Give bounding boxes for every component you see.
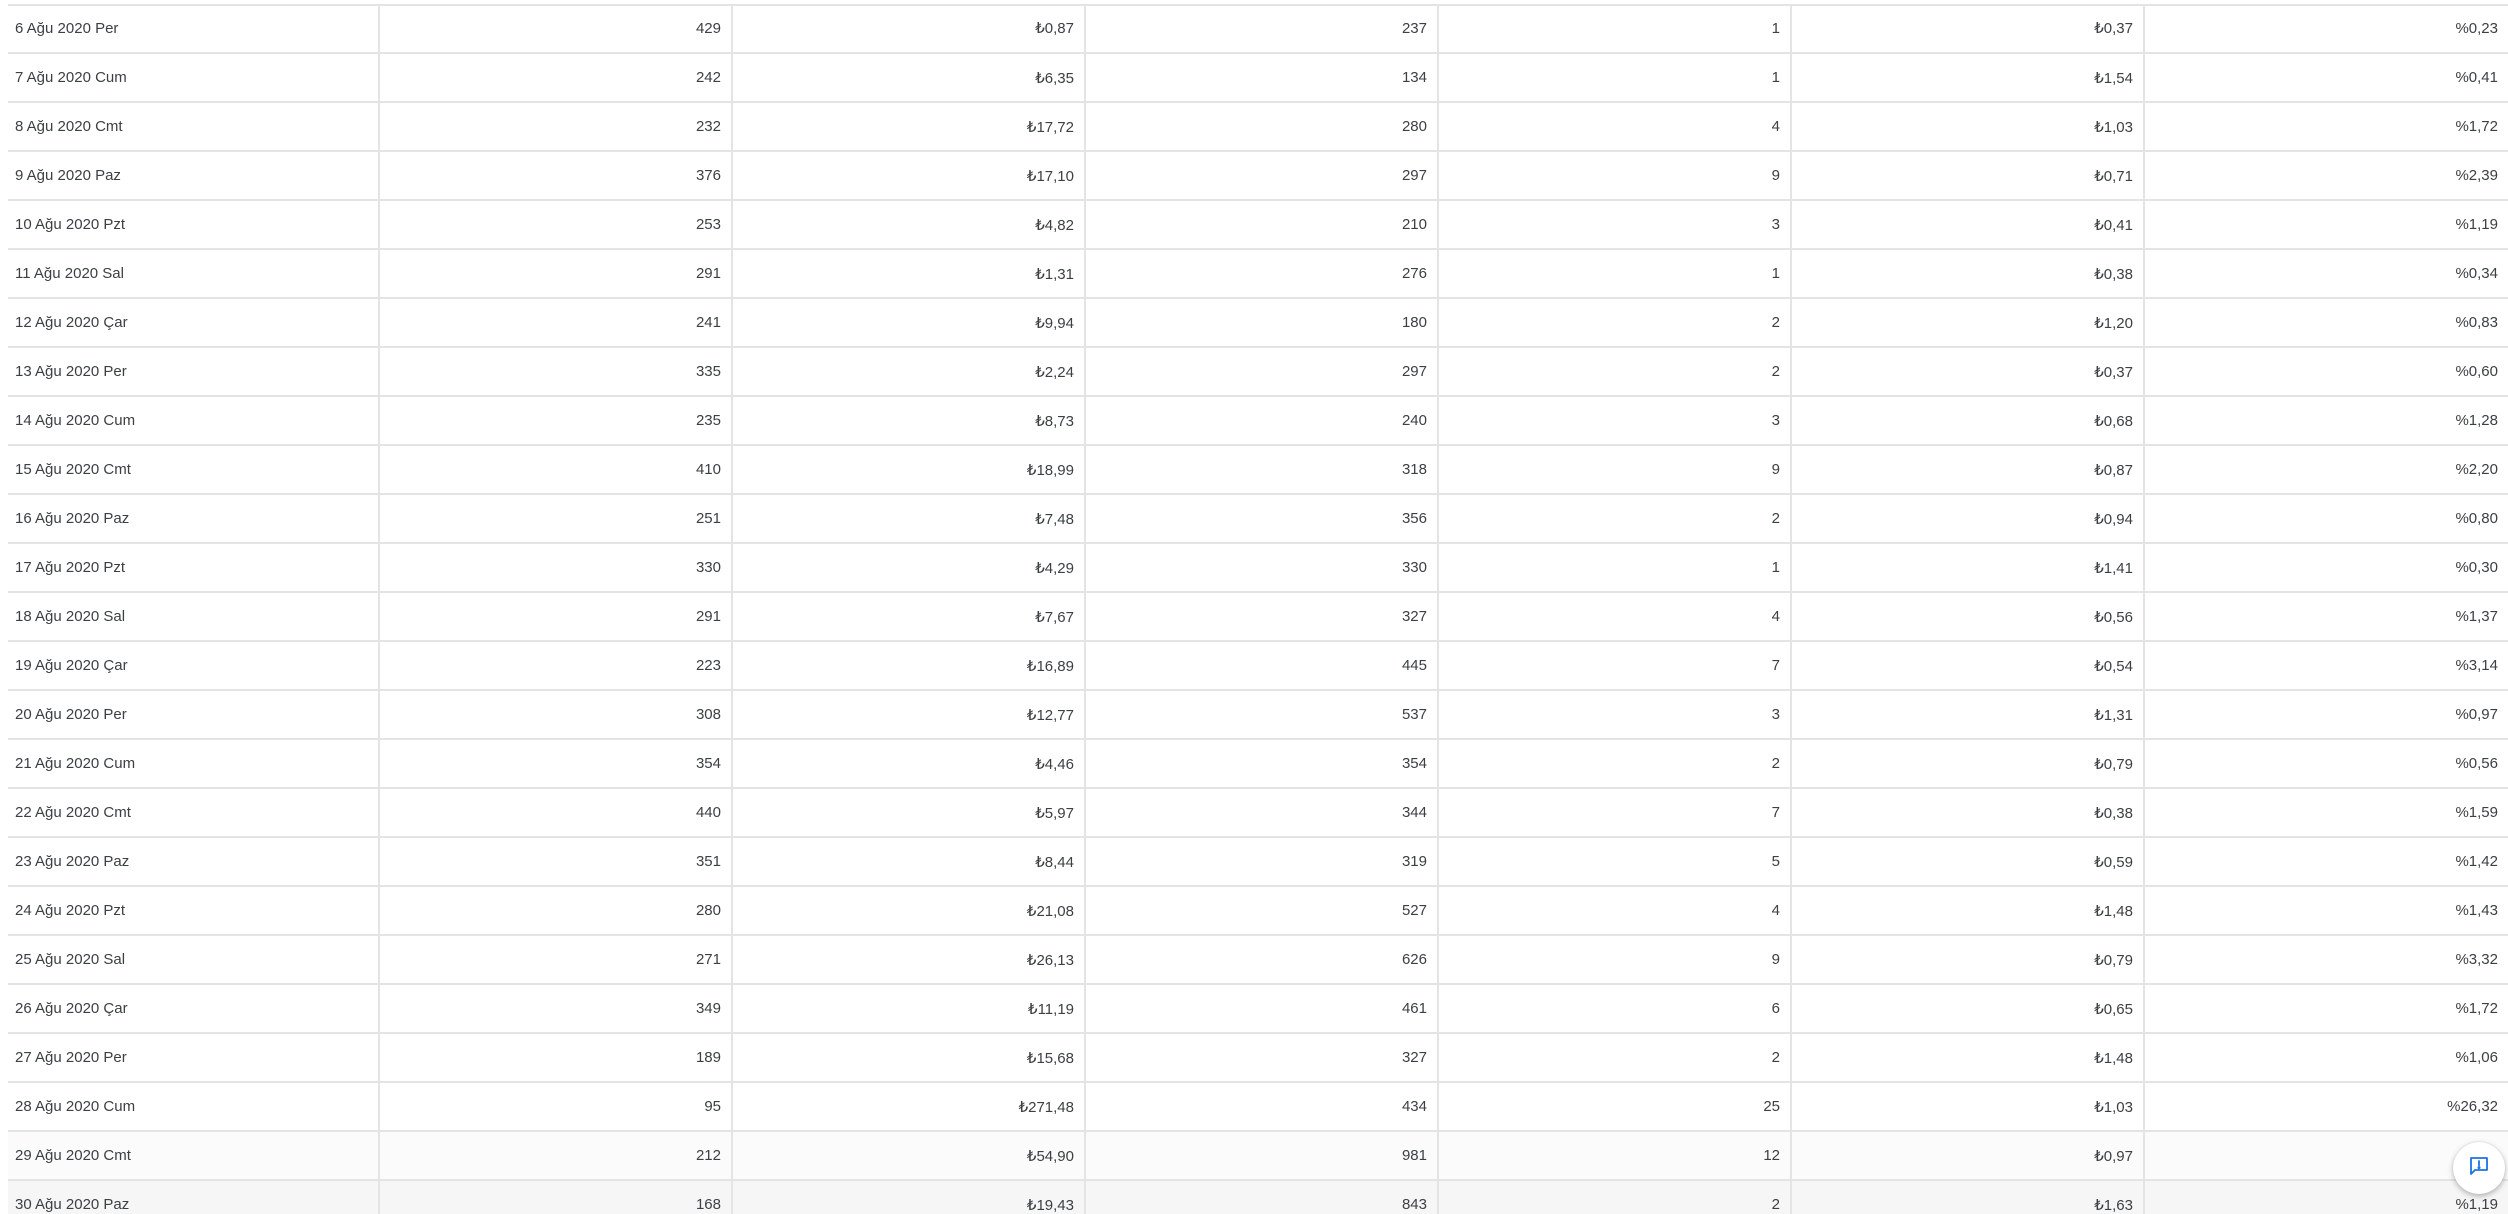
date-cell: 21 Ağu 2020 Cum: [8, 739, 379, 788]
value-cell-1: 291: [379, 249, 732, 298]
value-cell-2: ₺54,90: [732, 1131, 1085, 1180]
value-cell-5: ₺0,37: [1791, 4, 2144, 53]
value-cell-5: ₺0,65: [1791, 984, 2144, 1033]
value-cell-6: %2,39: [2144, 151, 2508, 200]
value-cell-5: ₺0,37: [1791, 347, 2144, 396]
table-row: [8, 543, 2508, 592]
value-cell-4: 6: [1438, 984, 1791, 1033]
table-row: [8, 298, 2508, 347]
date-cell: 18 Ağu 2020 Sal: [8, 592, 379, 641]
value-cell-1: 271: [379, 935, 732, 984]
value-cell-1: 349: [379, 984, 732, 1033]
value-cell-2: ₺0,87: [732, 4, 1085, 53]
value-cell-1: 330: [379, 543, 732, 592]
table-row: [8, 788, 2508, 837]
value-cell-4: 2: [1438, 298, 1791, 347]
value-cell-4: 9: [1438, 445, 1791, 494]
value-cell-4: 2: [1438, 1180, 1791, 1214]
table-row: [8, 347, 2508, 396]
date-cell: 10 Ağu 2020 Pzt: [8, 200, 379, 249]
value-cell-1: 335: [379, 347, 732, 396]
table-row: [8, 1033, 2508, 1082]
value-cell-3: 280: [1085, 102, 1438, 151]
value-cell-6: %0,30: [2144, 543, 2508, 592]
table-row: [8, 1082, 2508, 1131]
value-cell-6: %1,37: [2144, 592, 2508, 641]
value-cell-6: %0,34: [2144, 249, 2508, 298]
value-cell-3: 237: [1085, 4, 1438, 53]
value-cell-3: 843: [1085, 1180, 1438, 1214]
value-cell-3: 330: [1085, 543, 1438, 592]
date-cell: 14 Ağu 2020 Cum: [8, 396, 379, 445]
date-cell: 8 Ağu 2020 Cmt: [8, 102, 379, 151]
value-cell-5: ₺1,41: [1791, 543, 2144, 592]
value-cell-1: 354: [379, 739, 732, 788]
value-cell-5: ₺1,03: [1791, 1082, 2144, 1131]
date-cell: 9 Ağu 2020 Paz: [8, 151, 379, 200]
date-cell: 11 Ağu 2020 Sal: [8, 249, 379, 298]
table-row: [8, 690, 2508, 739]
value-cell-3: 276: [1085, 249, 1438, 298]
value-cell-5: ₺1,63: [1791, 1180, 2144, 1214]
value-cell-5: ₺0,59: [1791, 837, 2144, 886]
value-cell-3: 327: [1085, 1033, 1438, 1082]
value-cell-6: %3,14: [2144, 641, 2508, 690]
value-cell-4: 9: [1438, 151, 1791, 200]
value-cell-1: 253: [379, 200, 732, 249]
value-cell-2: ₺19,43: [732, 1180, 1085, 1214]
value-cell-1: 291: [379, 592, 732, 641]
value-cell-5: ₺0,54: [1791, 641, 2144, 690]
value-cell-2: ₺7,67: [732, 592, 1085, 641]
value-cell-5: ₺0,38: [1791, 788, 2144, 837]
value-cell-5: ₺0,94: [1791, 494, 2144, 543]
value-cell-1: 280: [379, 886, 732, 935]
date-cell: 7 Ağu 2020 Cum: [8, 53, 379, 102]
value-cell-5: ₺0,97: [1791, 1131, 2144, 1180]
value-cell-4: 4: [1438, 102, 1791, 151]
value-cell-3: 344: [1085, 788, 1438, 837]
table-row: [8, 4, 2508, 53]
value-cell-5: ₺0,79: [1791, 739, 2144, 788]
value-cell-2: ₺18,99: [732, 445, 1085, 494]
value-cell-3: 434: [1085, 1082, 1438, 1131]
value-cell-6: %3,32: [2144, 935, 2508, 984]
date-cell: 13 Ağu 2020 Per: [8, 347, 379, 396]
value-cell-3: 319: [1085, 837, 1438, 886]
value-cell-2: ₺4,82: [732, 200, 1085, 249]
value-cell-4: 4: [1438, 592, 1791, 641]
value-cell-6: %0,80: [2144, 494, 2508, 543]
value-cell-1: 235: [379, 396, 732, 445]
value-cell-3: 626: [1085, 935, 1438, 984]
value-cell-1: 223: [379, 641, 732, 690]
value-cell-4: 2: [1438, 1033, 1791, 1082]
value-cell-6: %1,72: [2144, 102, 2508, 151]
value-cell-4: 1: [1438, 4, 1791, 53]
value-cell-1: 189: [379, 1033, 732, 1082]
value-cell-3: 318: [1085, 445, 1438, 494]
value-cell-6: %1,43: [2144, 886, 2508, 935]
value-cell-2: ₺8,44: [732, 837, 1085, 886]
value-cell-6: %1,72: [2144, 984, 2508, 1033]
value-cell-2: ₺271,48: [732, 1082, 1085, 1131]
value-cell-4: 4: [1438, 886, 1791, 935]
date-cell: 29 Ağu 2020 Cmt: [8, 1131, 379, 1180]
date-cell: 23 Ağu 2020 Paz: [8, 837, 379, 886]
date-cell: 15 Ağu 2020 Cmt: [8, 445, 379, 494]
value-cell-2: ₺1,31: [732, 249, 1085, 298]
date-cell: 20 Ağu 2020 Per: [8, 690, 379, 739]
value-cell-2: ₺4,46: [732, 739, 1085, 788]
table-row: [8, 494, 2508, 543]
value-cell-5: ₺1,48: [1791, 1033, 2144, 1082]
daily-report-table-container[interactable]: [8, 0, 2508, 1214]
value-cell-6: %1,19: [2144, 200, 2508, 249]
date-cell: 12 Ağu 2020 Çar: [8, 298, 379, 347]
table-row: [8, 935, 2508, 984]
value-cell-4: 1: [1438, 53, 1791, 102]
value-cell-1: 95: [379, 1082, 732, 1131]
value-cell-3: 240: [1085, 396, 1438, 445]
table-row: [8, 151, 2508, 200]
table-body: [8, 4, 2508, 1214]
value-cell-6: %1,19: [2144, 1180, 2508, 1214]
value-cell-2: ₺8,73: [732, 396, 1085, 445]
value-cell-2: ₺12,77: [732, 690, 1085, 739]
value-cell-3: 356: [1085, 494, 1438, 543]
value-cell-5: ₺1,48: [1791, 886, 2144, 935]
value-cell-3: 134: [1085, 53, 1438, 102]
value-cell-5: ₺1,03: [1791, 102, 2144, 151]
value-cell-2: ₺17,10: [732, 151, 1085, 200]
date-cell: 28 Ağu 2020 Cum: [8, 1082, 379, 1131]
value-cell-4: 9: [1438, 935, 1791, 984]
table-row: [8, 1180, 2508, 1214]
value-cell-2: ₺15,68: [732, 1033, 1085, 1082]
value-cell-1: 241: [379, 298, 732, 347]
value-cell-1: 212: [379, 1131, 732, 1180]
value-cell-4: 7: [1438, 641, 1791, 690]
value-cell-3: 527: [1085, 886, 1438, 935]
value-cell-6: %0,97: [2144, 690, 2508, 739]
value-cell-3: 327: [1085, 592, 1438, 641]
value-cell-6: %0,23: [2144, 4, 2508, 53]
date-cell: 24 Ağu 2020 Pzt: [8, 886, 379, 935]
table-row: [8, 739, 2508, 788]
value-cell-6: %1,06: [2144, 1033, 2508, 1082]
value-cell-2: ₺6,35: [732, 53, 1085, 102]
value-cell-1: 351: [379, 837, 732, 886]
table-row: [8, 641, 2508, 690]
value-cell-2: ₺2,24: [732, 347, 1085, 396]
table-row: [8, 886, 2508, 935]
value-cell-5: ₺0,87: [1791, 445, 2144, 494]
date-cell: 19 Ağu 2020 Çar: [8, 641, 379, 690]
value-cell-5: ₺0,79: [1791, 935, 2144, 984]
table-row: [8, 592, 2508, 641]
value-cell-6: %0,83: [2144, 298, 2508, 347]
value-cell-3: 180: [1085, 298, 1438, 347]
value-cell-1: 308: [379, 690, 732, 739]
date-cell: 17 Ağu 2020 Pzt: [8, 543, 379, 592]
table-row: [8, 1131, 2508, 1180]
value-cell-1: 168: [379, 1180, 732, 1214]
table-row: [8, 102, 2508, 151]
value-cell-3: 354: [1085, 739, 1438, 788]
value-cell-4: 7: [1438, 788, 1791, 837]
value-cell-4: 5: [1438, 837, 1791, 886]
value-cell-1: 242: [379, 53, 732, 102]
value-cell-1: 410: [379, 445, 732, 494]
value-cell-5: ₺0,68: [1791, 396, 2144, 445]
value-cell-5: ₺1,31: [1791, 690, 2144, 739]
value-cell-4: 2: [1438, 494, 1791, 543]
table-row: [8, 445, 2508, 494]
value-cell-3: 297: [1085, 347, 1438, 396]
value-cell-1: 251: [379, 494, 732, 543]
value-cell-5: ₺0,71: [1791, 151, 2144, 200]
value-cell-5: ₺1,54: [1791, 53, 2144, 102]
value-cell-1: 232: [379, 102, 732, 151]
value-cell-6: %0,60: [2144, 347, 2508, 396]
value-cell-3: 537: [1085, 690, 1438, 739]
date-cell: 16 Ağu 2020 Paz: [8, 494, 379, 543]
value-cell-2: ₺17,72: [732, 102, 1085, 151]
value-cell-5: ₺0,41: [1791, 200, 2144, 249]
value-cell-4: 12: [1438, 1131, 1791, 1180]
value-cell-6: %26,32: [2144, 1082, 2508, 1131]
daily-report-table: [8, 4, 2508, 1214]
value-cell-2: ₺16,89: [732, 641, 1085, 690]
date-cell: 22 Ağu 2020 Cmt: [8, 788, 379, 837]
feedback-button[interactable]: [2453, 1142, 2505, 1194]
value-cell-4: 3: [1438, 690, 1791, 739]
value-cell-4: 3: [1438, 396, 1791, 445]
date-cell: 30 Ağu 2020 Paz: [8, 1180, 379, 1214]
value-cell-3: 297: [1085, 151, 1438, 200]
value-cell-6: %1,28: [2144, 396, 2508, 445]
value-cell-2: ₺26,13: [732, 935, 1085, 984]
value-cell-4: 3: [1438, 200, 1791, 249]
value-cell-3: 210: [1085, 200, 1438, 249]
value-cell-3: 461: [1085, 984, 1438, 1033]
table-row: [8, 984, 2508, 1033]
value-cell-1: 440: [379, 788, 732, 837]
table-row: [8, 200, 2508, 249]
date-cell: 27 Ağu 2020 Per: [8, 1033, 379, 1082]
value-cell-5: ₺0,56: [1791, 592, 2144, 641]
date-cell: 25 Ağu 2020 Sal: [8, 935, 379, 984]
value-cell-2: ₺5,97: [732, 788, 1085, 837]
date-cell: 6 Ağu 2020 Per: [8, 4, 379, 53]
value-cell-3: 981: [1085, 1131, 1438, 1180]
value-cell-4: 2: [1438, 347, 1791, 396]
value-cell-6: %0,41: [2144, 53, 2508, 102]
value-cell-3: 445: [1085, 641, 1438, 690]
value-cell-2: ₺4,29: [732, 543, 1085, 592]
value-cell-1: 429: [379, 4, 732, 53]
value-cell-5: ₺0,38: [1791, 249, 2144, 298]
value-cell-6: %0,56: [2144, 739, 2508, 788]
value-cell-4: 1: [1438, 543, 1791, 592]
value-cell-5: ₺1,20: [1791, 298, 2144, 347]
value-cell-6: %1,59: [2144, 788, 2508, 837]
value-cell-4: 2: [1438, 739, 1791, 788]
value-cell-2: ₺11,19: [732, 984, 1085, 1033]
table-row: [8, 249, 2508, 298]
table-row: [8, 53, 2508, 102]
value-cell-6: %2,20: [2144, 445, 2508, 494]
value-cell-1: 376: [379, 151, 732, 200]
value-cell-4: 1: [1438, 249, 1791, 298]
value-cell-2: ₺21,08: [732, 886, 1085, 935]
date-cell: 26 Ağu 2020 Çar: [8, 984, 379, 1033]
value-cell-2: ₺7,48: [732, 494, 1085, 543]
value-cell-6: %1,42: [2144, 837, 2508, 886]
table-row: [8, 396, 2508, 445]
feedback-icon: [2467, 1154, 2491, 1183]
value-cell-2: ₺9,94: [732, 298, 1085, 347]
value-cell-4: 25: [1438, 1082, 1791, 1131]
table-row: [8, 837, 2508, 886]
